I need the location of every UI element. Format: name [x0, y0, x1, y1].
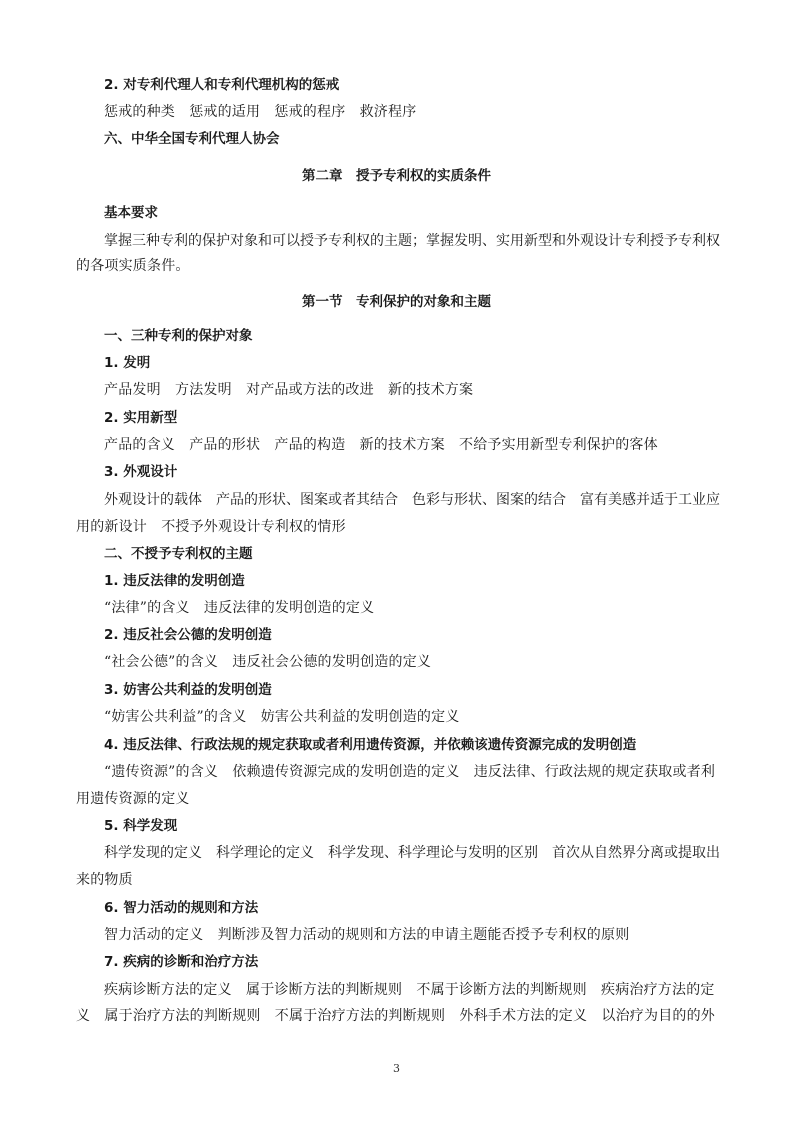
- text-diagnosis-treatment-2: 义 属于治疗方法的判断规则 不属于治疗方法的判断规则 外科手术方法的定义 以治疗为目的的外: [76, 1008, 715, 1024]
- text-utility-model: 产品的含义 产品的形状 产品的构造 新的技术方案 不给予实用新型专利保护的客体: [104, 437, 658, 453]
- text-law: “法律”的含义 违反法律的发明创造的定义: [104, 600, 375, 616]
- heading-basic-requirements: 基本要求: [104, 205, 158, 221]
- text-public-interest: “妨害公共利益”的含义 妨害公共利益的发明创造的定义: [104, 709, 460, 725]
- text-genetic-resources-2: 用遗传资源的定义: [76, 791, 190, 807]
- text-mental-activity: 智力活动的定义 判断涉及智力活动的规则和方法的申请主题能否授予专利权的原则: [104, 927, 630, 943]
- section-title: 第一节 专利保护的对象和主题: [302, 294, 491, 310]
- chapter-title: 第二章 授予专利权的实质条件: [302, 168, 491, 184]
- heading-genetic-resources: 4. 违反法律、行政法规的规定获取或者利用遗传资源，并依赖该遗传资源完成的发明创造: [104, 737, 637, 753]
- heading-invention: 1. 发明: [104, 355, 151, 371]
- text-morality: “社会公德”的含义 违反社会公德的发明创造的定义: [104, 654, 432, 670]
- text-penalty-items: 惩戒的种类 惩戒的适用 惩戒的程序 救济程序: [104, 104, 417, 120]
- text-requirements-1: 掌握三种专利的保护对象和可以授予专利权的主题；掌握发明、实用新型和外观设计专利授予专利权: [104, 233, 720, 249]
- heading-non-patentable: 二、不授予专利权的主题: [104, 546, 253, 562]
- text-genetic-resources-1: “遗传资源”的含义 依赖遗传资源完成的发明创造的定义 违反法律、行政法规的规定获取或者利: [104, 764, 716, 780]
- heading-mental-activity: 6. 智力活动的规则和方法: [104, 900, 259, 916]
- heading-public-interest: 3. 妨害公共利益的发明创造: [104, 682, 272, 698]
- text-scientific-discovery-2: 来的物质: [76, 872, 133, 888]
- heading-diagnosis-treatment: 7. 疾病的诊断和治疗方法: [104, 954, 259, 970]
- text-diagnosis-treatment-1: 疾病诊断方法的定义 属于诊断方法的判断规则 不属于诊断方法的判断规则 疾病治疗方法的定: [104, 982, 715, 998]
- text-scientific-discovery-1: 科学发现的定义 科学理论的定义 科学发现、科学理论与发明的区别 首次从自然界分离或提取出: [104, 845, 720, 861]
- heading-morality: 2. 违反社会公德的发明创造: [104, 627, 272, 643]
- heading-design: 3. 外观设计: [104, 464, 178, 480]
- heading-penalty: 2. 对专利代理人和专利代理机构的惩戒: [104, 77, 340, 93]
- heading-scientific-discovery: 5. 科学发现: [104, 818, 178, 834]
- text-design-2: 用的新设计 不授予外观设计专利权的情形: [76, 519, 346, 535]
- heading-association: 六、中华全国专利代理人协会: [104, 131, 280, 147]
- text-invention: 产品发明 方法发明 对产品或方法的改进 新的技术方案: [104, 382, 474, 398]
- heading-law: 1. 违反法律的发明创造: [104, 573, 245, 589]
- text-design-1: 外观设计的载体 产品的形状、图案或者其结合 色彩与形状、图案的结合 富有美感并适于工业应: [104, 492, 720, 508]
- page-number: 3: [393, 1062, 400, 1075]
- heading-utility-model: 2. 实用新型: [104, 410, 178, 426]
- heading-protection-objects: 一、三种专利的保护对象: [104, 328, 253, 344]
- text-requirements-2: 的各项实质条件。: [76, 258, 190, 274]
